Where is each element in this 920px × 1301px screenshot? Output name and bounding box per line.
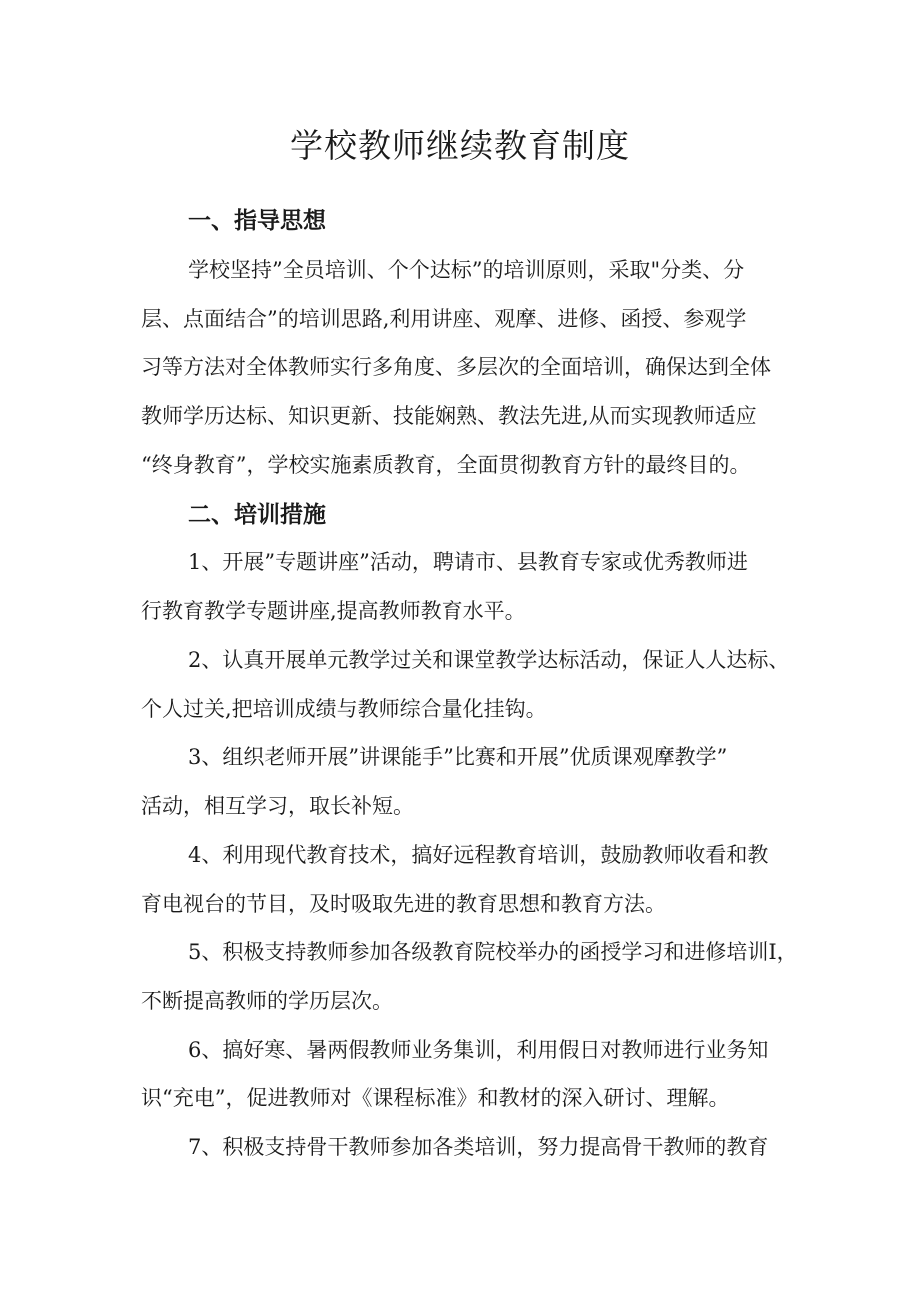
paragraph-line: 识“充电”，促进教师对《课程标准》和教材的深入研讨、理解。 (141, 1086, 730, 1110)
paragraph-line: 行教育教学专题讲座,提高教师教育水平。 (141, 599, 526, 623)
paragraph-line: 4、利用现代教育技术，搞好远程教育培训，鼓励教师收看和教 (188, 843, 769, 867)
section-heading-guiding-ideology: 一、指导思想 (188, 208, 326, 234)
paragraph-line: 5、积极支持教师参加各级教育院校举办的函授学习和进修培训I， (188, 940, 798, 964)
paragraph-line: 育电视台的节目，及时吸取先进的教育思想和教育方法。 (141, 892, 666, 916)
paragraph-line: 1、开展”专题讲座”活动，聘请市、县教育专家或优秀教师进 (188, 550, 748, 574)
paragraph-line: “终身教育”，学校实施素质教育，全面贯彻教育方针的最终目的。 (141, 453, 751, 477)
paragraph-line: 不断提高教师的学历层次。 (141, 989, 393, 1013)
paragraph-line: 学校坚持”全员培训、个个达标”的培训原则，采取"分类、分 (188, 258, 745, 282)
paragraph-line: 7、积极支持骨干教师参加各类培训，努力提高骨干教师的教育 (188, 1135, 769, 1159)
paragraph-line: 3、组织老师开展”讲课能手”比赛和开展”优质课观摩教学” (188, 745, 728, 769)
paragraph-line: 活动，相互学习，取长补短。 (141, 794, 414, 818)
paragraph-line: 2、认真开展单元教学过关和课堂教学达标活动，保证人人达标、 (188, 648, 790, 672)
paragraph-line: 6、搞好寒、暑两假教师业务集训，利用假日对教师进行业务知 (188, 1038, 769, 1062)
page-title: 学校教师继续教育制度 (290, 126, 630, 165)
paragraph-line: 个人过关,把培训成绩与教师综合量化挂钩。 (141, 697, 547, 721)
section-heading-training-measures: 二、培训措施 (188, 502, 326, 528)
paragraph-line: 教师学历达标、知识更新、技能娴熟、教法先进,从而实现教师适应 (141, 404, 757, 428)
paragraph-line: 习等方法对全体教师实行多角度、多层次的全面培训，确保达到全体 (141, 355, 771, 379)
paragraph-line: 层、点面结合”的培训思路,利用讲座、观摩、进修、函授、参观学 (141, 307, 747, 331)
